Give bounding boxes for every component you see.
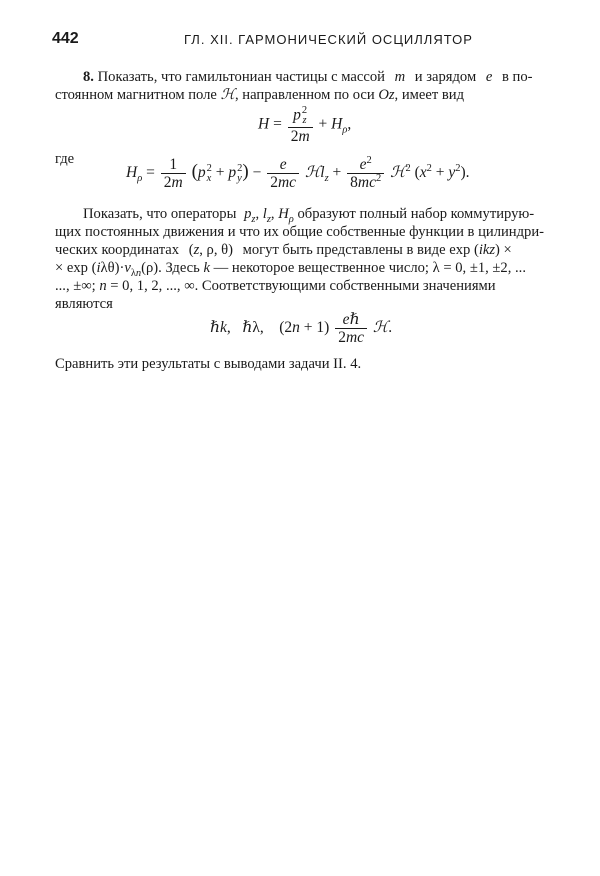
problem-line-1: 8. Показать, что гамильтониан частицы с массой m и зарядом e в по- xyxy=(83,69,533,85)
para2-line-6: являются xyxy=(55,296,113,312)
page-number: 442 xyxy=(52,30,79,47)
where-word: где xyxy=(55,151,75,167)
para2-line-1: Показать, что операторы $p_z$, $l_z$, $H_\rho$ образуют полный набор коммутирую- xyxy=(83,206,535,225)
problem-line-2: стоянном магнитном поле ℋ, направленном по оси Oz, имеет вид xyxy=(55,87,464,103)
equation-eigenvalues: ℏk, ℏλ, (2n + 1) $\frac{\text{eℏ}}{2mc}$ ℋ. xyxy=(210,311,393,346)
page-header xyxy=(52,30,552,50)
conclusion-line: Сравнить эти результаты с выводами задачи II. 4. xyxy=(55,356,362,372)
para2-line-2: щих постоянных движения и что их общие собственные функции в цилиндри- xyxy=(55,224,544,240)
para2-line-3: ческих координатах (z, ρ, θ) могут быть представлены в виде exp (ikz) × xyxy=(55,242,512,258)
running-head: ГЛ. XII. ГАРМОНИЧЕСКИЙ ОСЦИЛЛЯТОР xyxy=(184,32,473,47)
problem-number: 8. xyxy=(83,69,94,85)
equation-h-rho: $H_\rho$ = $\frac{1}{2m}$ (p 2 x + p 2 y ) − $\frac{e}{2mc}$ ℋl$_z$ + $\frac{e^2}{8mc^2}$ ℋ$^2$ $(x^2 + y^2)$. xyxy=(126,154,470,191)
para2-line-5: ..., ±∞; n = 0, 1, 2, ..., ∞. Соответствующими собственными значениями xyxy=(55,278,496,294)
equation-hamiltonian: H = p 2 z 2m + $H_\rho$, xyxy=(258,105,352,145)
para2-line-4: × $\exp (i\lambda\theta)\cdot v_{\lambda n}(\rho)$. Здесь k — некоторое вещественное число; λ = 0, ±1, ±2, ... xyxy=(55,260,526,279)
